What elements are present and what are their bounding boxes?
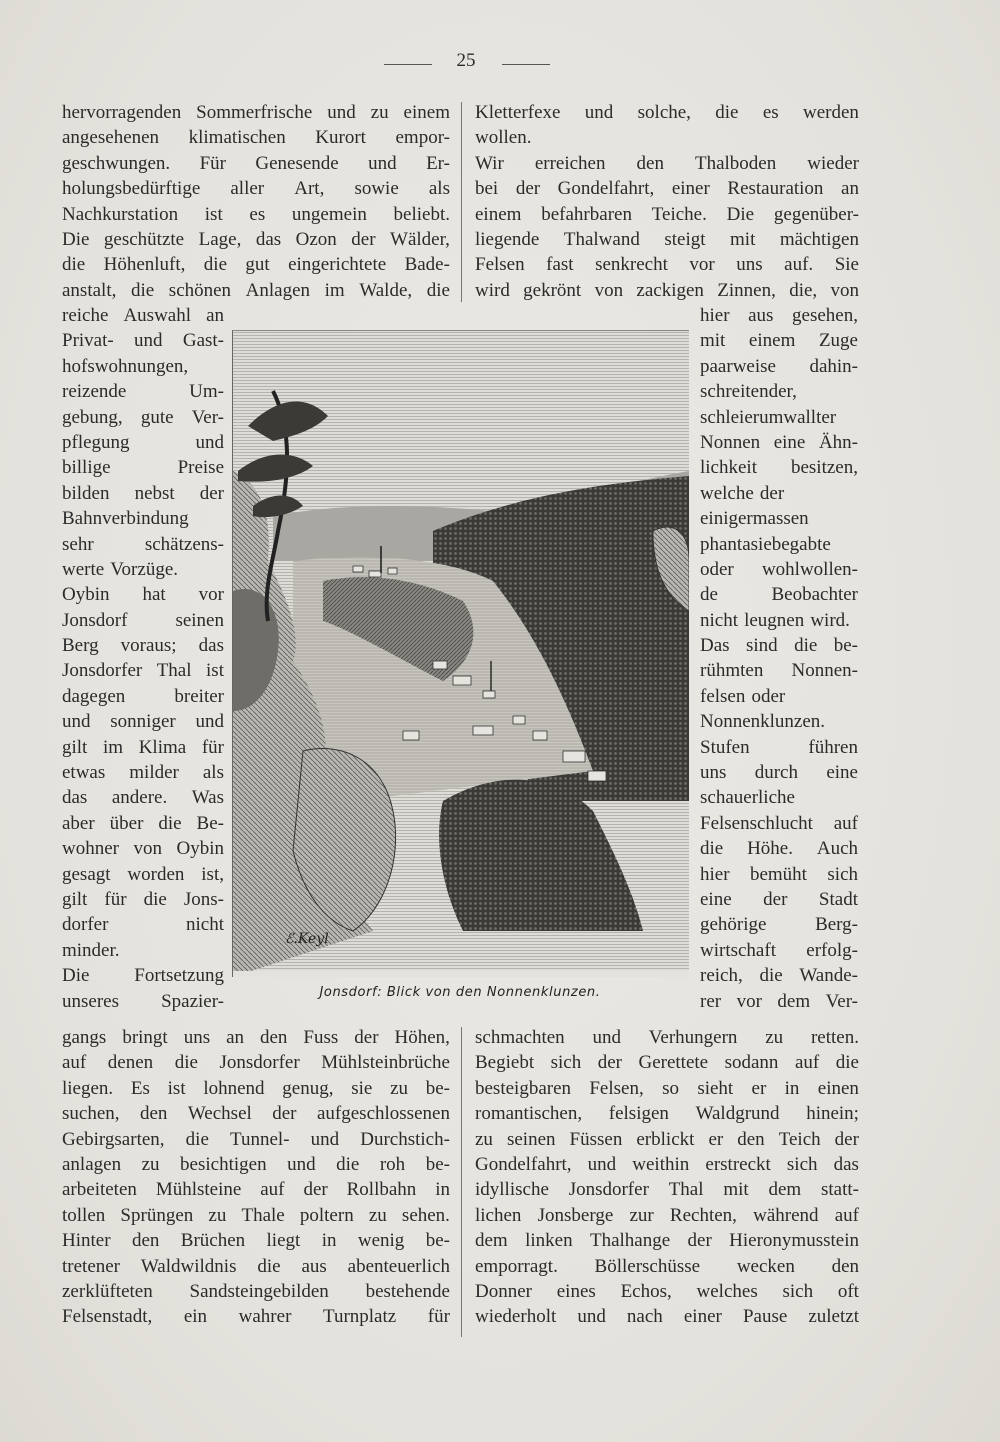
text-line: Stufen führen [700, 736, 858, 758]
text-line: Wir erreichen den Thalboden wieder [475, 152, 859, 174]
text-line: Gondelfahrt, und weithin erstreckt sich das [475, 1153, 859, 1175]
text-line: idyllische Jonsdorfer Thal mit dem statt- [475, 1179, 859, 1201]
text-line: dagegen breiter [62, 685, 224, 707]
right-column-bottom [475, 1025, 859, 1330]
text-line: hofswohnungen, [62, 355, 189, 377]
text-line: Nonnen eine Ähn- [700, 431, 858, 453]
text-line: billige Preise [62, 457, 224, 479]
text-line: hier aus gesehen, [700, 305, 858, 326]
text-line: de Beobachter [700, 584, 858, 606]
text-line: Das sind die be- [700, 635, 858, 657]
text-line: minder. [62, 939, 120, 961]
text-line: anstalt, die schönen Anlagen im Walde, die [62, 279, 450, 301]
right-column-top [475, 100, 859, 303]
text-line: gesagt worden ist, [62, 863, 224, 885]
text-line: pflegung und [62, 431, 224, 453]
text-line: oder wohlwollen- [700, 558, 858, 580]
left-column-top [62, 100, 450, 303]
text-line: wiederholt und nach einer Pause zuletzt [475, 1306, 859, 1328]
text-line: mit einem Zuge [700, 330, 858, 352]
text-line: das andere. Was [62, 787, 224, 809]
text-line: Nonnenklunzen. [700, 711, 826, 733]
text-line: tollen Sprüngen zu Thale poltern zu sehen. [62, 1204, 450, 1226]
text-line: schleierumwallter [700, 406, 837, 428]
text-line: die Höhenluft, die gut eingerichtete Bade- [62, 254, 450, 276]
column-rule-bottom [461, 1027, 462, 1337]
page-number: 25 [456, 50, 476, 71]
text-line: Donner eines Echos, welches sich oft [475, 1280, 859, 1302]
text-line: anlagen zu besichtigen und die roh be- [62, 1153, 450, 1175]
text-line: holungsbedürftige aller Art, sowie als [62, 178, 450, 200]
header-rule-right [502, 64, 550, 65]
text-line: dem linken Thalhange der Hieronymusstein [475, 1230, 859, 1252]
text-line: Jonsdorfer Thal ist [62, 660, 224, 682]
left-column-wrap [62, 303, 224, 1014]
right-column-wrap [700, 303, 858, 1014]
text-line: schauerliche [700, 787, 795, 809]
text-line: Hinter den Brüchen liegt in wenig be- [62, 1230, 450, 1252]
text-line: lichen Jonsberge zur Rechten, während auf [475, 1204, 859, 1226]
text-line: geschwungen. Für Genesende und Er- [62, 152, 450, 174]
text-line: Jonsdorf seinen [62, 609, 224, 631]
text-line: gilt im Klima für [62, 736, 224, 758]
text-line: einem befahrbaren Teiche. Die gegenüber- [475, 203, 859, 225]
text-line: wohner von Oybin [62, 838, 224, 860]
text-line: und sonniger und [62, 711, 224, 733]
text-line: reiche Auswahl an [62, 305, 224, 326]
text-line: Begiebt sich der Gerettete sodann auf die [475, 1052, 859, 1074]
text-line: tretener Waldwildnis die aus abenteuerlich [62, 1255, 450, 1277]
text-line: nicht leugnen wird. [700, 609, 850, 631]
header-rule-left [384, 64, 432, 65]
text-line: paarweise dahin- [700, 355, 858, 377]
text-line: reizende Um- [62, 381, 224, 403]
text-line: gebung, gute Ver- [62, 406, 224, 428]
text-line: Die Fortsetzung [62, 965, 224, 987]
text-line: unseres Spazier- [62, 990, 224, 1012]
text-line: reich, die Wande- [700, 965, 858, 987]
text-line: Felsen fast senkrecht vor uns auf. Sie [475, 254, 859, 276]
text-line: gilt für die Jons- [62, 888, 224, 910]
text-line: etwas milder als [62, 762, 224, 784]
text-line: suchen, den Wechsel der aufgeschlossenen [62, 1103, 450, 1125]
text-line: phantasiebegabte [700, 533, 831, 555]
page-header [0, 48, 1000, 78]
text-line: lichkeit besitzen, [700, 457, 858, 479]
text-line: rer vor dem Ver- [700, 990, 858, 1012]
text-line: gangs bringt uns an den Fuss der Höhen, [62, 1027, 450, 1048]
text-line: wollen. [475, 127, 532, 149]
text-line: welche der [700, 482, 785, 504]
text-line: hier bemüht sich [700, 863, 858, 885]
text-line: Felsenstadt, ein wahrer Turnplatz für [62, 1306, 450, 1328]
text-line: Nachkurstation ist es ungemein beliebt. [62, 203, 450, 225]
text-line: sehr schätzens- [62, 533, 224, 555]
text-line: wirtschaft erfolg- [700, 939, 858, 961]
text-line: Die geschützte Lage, das Ozon der Wälder, [62, 228, 450, 250]
text-line: Felsenschlucht auf [700, 812, 858, 834]
text-line: zerklüfteten Sandsteingebilden bestehende [62, 1280, 450, 1302]
text-line: angesehenen klimatischen Kurort empor- [62, 127, 450, 149]
text-line: emporragt. Böllerschüsse wecken den [475, 1255, 859, 1277]
text-line: uns durch eine [700, 762, 858, 784]
text-line: eine der Stadt [700, 888, 858, 910]
text-line: besteigbaren Felsen, so sieht er in einen [475, 1077, 859, 1099]
text-line: Privat- und Gast- [62, 330, 224, 352]
text-line: schreitender, [700, 381, 797, 403]
text-line: romantischen, felsigen Waldgrund hinein; [475, 1103, 859, 1125]
text-line: Berg voraus; das [62, 635, 224, 657]
text-line: zu seinen Füssen erblickt er den Teich der [475, 1128, 859, 1150]
text-line: arbeiteten Mühlsteine auf der Rollbahn in [62, 1179, 450, 1201]
text-line: schmachten und Verhungern zu retten. [475, 1027, 859, 1048]
text-line: liegende Thalwand steigt mit mächtigen [475, 228, 859, 250]
column-rule-top [461, 102, 462, 302]
text-line: wird gekrönt von zackigen Zinnen, die, von [475, 279, 859, 301]
landscape-engraving [232, 330, 689, 977]
text-line: felsen oder [700, 685, 786, 707]
text-line: bei der Gondelfahrt, einer Restauration an [475, 178, 859, 200]
text-line: gehörige Berg- [700, 914, 858, 936]
figure-caption: Jonsdorf: Blick von den Nonnenklunzen. [319, 985, 601, 1000]
text-line: die Höhe. Auch [700, 838, 858, 860]
text-line: Oybin hat vor [62, 584, 224, 606]
text-line: Kletterfexe und solche, die es werden [475, 102, 859, 123]
text-line: einigermassen [700, 508, 809, 530]
text-line: Gebirgsarten, die Tunnel- und Durchstich- [62, 1128, 450, 1150]
artist-signature: ℰ.Keyl [285, 931, 329, 947]
text-line: bilden nebst der [62, 482, 224, 504]
engraving-drawing [233, 331, 689, 977]
text-line: werte Vorzüge. [62, 558, 178, 580]
text-line: rühmten Nonnen- [700, 660, 858, 682]
text-line: auf denen die Jonsdorfer Mühlsteinbrüche [62, 1052, 450, 1074]
text-line: hervorragenden Sommerfrische und zu einem [62, 102, 450, 123]
text-line: Bahnverbindung [62, 508, 189, 530]
engraving-bottom-edge [233, 971, 689, 977]
text-line: dorfer nicht [62, 914, 224, 936]
text-line: liegen. Es ist lohnend genug, sie zu be- [62, 1077, 450, 1099]
left-column-bottom [62, 1025, 450, 1330]
text-line: aber über die Be- [62, 812, 224, 834]
